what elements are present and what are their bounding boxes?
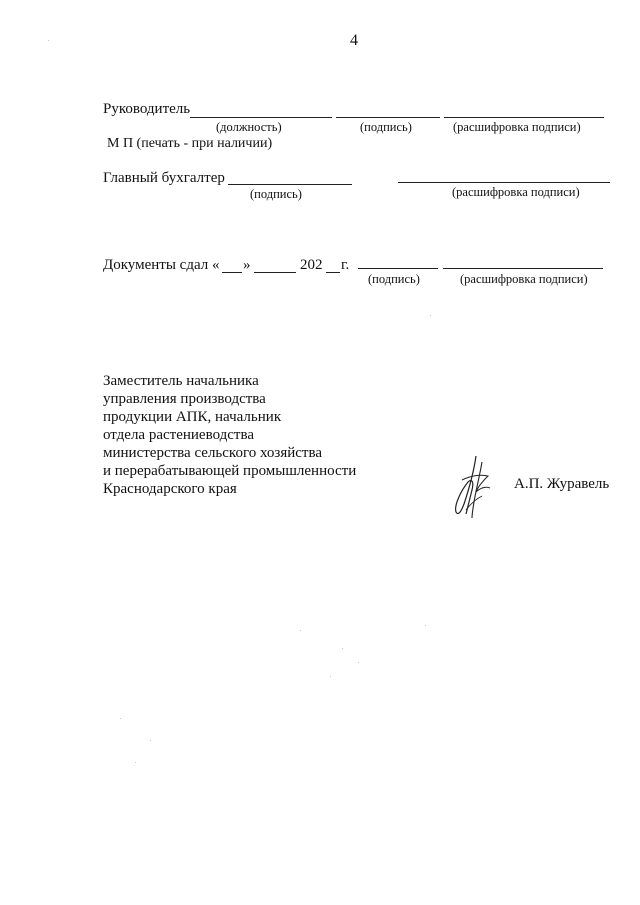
manager-caption-signature: (подпись) [360, 120, 412, 134]
official-name: А.П. Журавель [514, 476, 610, 492]
submitted-text-start: Документы сдал « [103, 257, 220, 273]
manager-decoding-line [444, 117, 604, 118]
accountant-caption-signature: (подпись) [250, 187, 302, 201]
manager-signature-line [336, 117, 440, 118]
stamp-note: М П (печать - при наличии) [107, 136, 273, 151]
submitted-caption-signature: (подпись) [368, 272, 420, 286]
scan-noise [342, 648, 343, 649]
scan-noise [120, 718, 121, 719]
submitted-signature-line [358, 268, 438, 269]
official-title-line: министерства сельского хозяйства [103, 445, 323, 461]
manager-position-line [190, 117, 332, 118]
page-number: 4 [350, 32, 358, 49]
scan-noise [330, 676, 331, 677]
official-title [103, 373, 356, 499]
submitted-year-line [326, 272, 340, 273]
submitted-decoding-line [443, 268, 603, 269]
scan-noise [48, 40, 49, 41]
scan-noise [358, 662, 359, 663]
scan-noise [430, 315, 431, 316]
scan-noise [300, 630, 301, 631]
accountant-caption-decoding: (расшифровка подписи) [452, 185, 580, 199]
submitted-text-mid: » [243, 257, 251, 273]
manager-caption-decoding: (расшифровка подписи) [453, 120, 581, 134]
submitted-year-prefix: 202 [300, 257, 323, 273]
official-title-line: продукции АПК, начальник [103, 409, 282, 425]
scan-noise [425, 625, 426, 626]
official-title-line: Краснодарского края [103, 481, 237, 497]
submitted-day-line [222, 272, 242, 273]
accountant-decoding-line [398, 182, 610, 183]
official-title-line: отдела растениеводства [103, 427, 255, 443]
scan-noise [135, 762, 136, 763]
handwritten-signature [446, 452, 496, 522]
official-title-line: Заместитель начальника [103, 373, 259, 389]
submitted-caption-decoding: (расшифровка подписи) [460, 272, 588, 286]
accountant-label: Главный бухгалтер [103, 170, 225, 186]
submitted-year-suffix: г. [341, 257, 350, 273]
submitted-month-line [254, 272, 296, 273]
scan-noise [150, 740, 151, 741]
official-title-line: и перерабатывающей промышленности [103, 463, 357, 479]
official-title-line: управления производства [103, 391, 266, 407]
accountant-signature-line [228, 184, 352, 185]
manager-label: Руководитель [103, 101, 191, 117]
manager-caption-position: (должность) [216, 120, 282, 134]
